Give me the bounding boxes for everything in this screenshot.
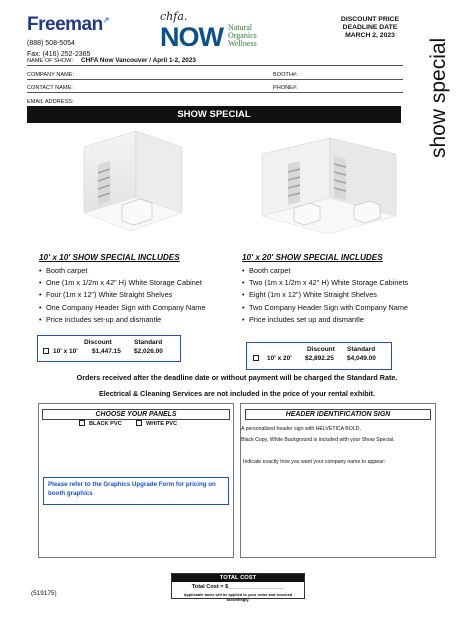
panel-option-white[interactable]: WHITE PVC [136,420,177,427]
total-cost-box[interactable] [171,573,305,602]
price-box-10x20: Discount Standard 10' x 20' $2,892.25 $4,049.00 [246,342,392,370]
booth-label: BOOTH#: [273,72,298,78]
list-item: • Price includes set up and dismantle [242,316,412,324]
tax-note: Applicable taxes will be applied to your order and invoiced accordingly. [183,592,293,602]
phone-number: (888) 508-5054 [27,40,75,47]
list-item: • Price includes set-up and dismantle [39,316,229,324]
company-line[interactable]: COMPANY NAME: BOOTH#: [27,70,403,80]
price-row-10x10[interactable]: 10' x 10' [43,348,78,355]
booth-10x10-image [70,127,190,237]
deadline-note: Orders received after the deadline date or without payment will be charged the Standard Rate. [76,373,398,382]
checkbox-black-pvc[interactable] [79,420,85,426]
list-item: • Two (1m x 1/2m x 42" H) White Storage Cabinets [242,279,412,287]
booth-10x20-image [254,132,404,236]
phone-label: PHONE#: [273,85,298,91]
services-note: Electrical & Cleaning Services are not included in the price of your rental exhibit. [99,389,375,398]
price-box-10x10: Discount Standard 10' x 10' $1,447.15 $2,026.00 [37,335,181,362]
deadline-block: DISCOUNT PRICE DEADLINE DATE MARCH 2, 2023 [340,16,400,39]
price-row-10x20[interactable]: 10' x 20' [253,355,292,362]
special-10x20-title: 10' x 20' SHOW SPECIAL INCLUDES [242,253,383,262]
checkbox-white-pvc[interactable] [136,420,142,426]
header-sign-section [240,403,436,558]
list-item: • One Company Header Sign with Company Name [39,304,229,312]
special-10x10-title: 10' x 10' SHOW SPECIAL INCLUDES [39,253,180,262]
freeman-logo: Freeman↗ [27,14,109,35]
now-logo-text: NOW [160,22,223,52]
discount-price-10x20: $2,892.25 [305,355,334,362]
list-item: • Booth carpet [39,267,229,275]
show-special-banner: SHOW SPECIAL [27,106,401,123]
total-cost-line[interactable]: Total Cost = $__________________ [191,584,285,590]
show-name-value: CHFA Now Vancouver / April 1-2, 2023 [81,57,196,64]
list-item: • Booth carpet [242,267,412,275]
checkbox-10x20[interactable] [253,355,259,361]
panel-option-black[interactable]: BLACK PVC [79,420,122,427]
side-title: show special [427,37,450,158]
list-item: • One (1m x 1/2m x 42" H) White Storage Cabinet [39,279,229,287]
list-item: • Two Company Header Sign with Company Name [242,304,412,312]
logo-tagline: Natural Organics Wellness [228,23,257,48]
graphics-upgrade-note: Please refer to the Graphics Upgrade Form for pricing on booth graphics [43,477,229,505]
discount-price-10x10: $1,447.15 [92,348,121,355]
special-10x10-list [39,267,229,328]
standard-price-10x20: $4,049.00 [347,355,376,362]
email-line[interactable]: EMAIL ADDRESS: [27,99,74,105]
panels-section [38,403,234,558]
header-sign-title: HEADER IDENTIFICATION SIGN [245,409,431,420]
checkbox-10x10[interactable] [43,348,49,354]
standard-price-10x10: $2,026.00 [134,348,163,355]
contact-line[interactable]: CONTACT NAME: PHONE#: [27,83,403,93]
chfa-now-logo: chfa. NOW Natural Organics Wellness [160,10,257,52]
form-code: (519175) [31,590,57,597]
total-cost-title: TOTAL COST [172,574,304,582]
fax-number: Fax: (416) 252-2365 [27,51,91,58]
show-name-line: NAME OF SHOW: CHFA Now Vancouver / April 1-2, 2023 [27,56,403,66]
list-item: • Four (1m x 12") White Straight Shelves [39,291,229,299]
header-sign-line2: Black Copy, White Background is included with your Show Special. [241,437,395,443]
header-sign-line3: Indicate exactly how you want your company name to appear: [243,459,386,465]
panels-title: CHOOSE YOUR PANELS [42,409,230,420]
list-item: • Eight (1m x 12") White Straight Shelves [242,291,412,299]
special-10x20-list [242,267,412,328]
header-sign-line1: A personalized header sign with HELVETICA BOLD, [241,426,361,432]
